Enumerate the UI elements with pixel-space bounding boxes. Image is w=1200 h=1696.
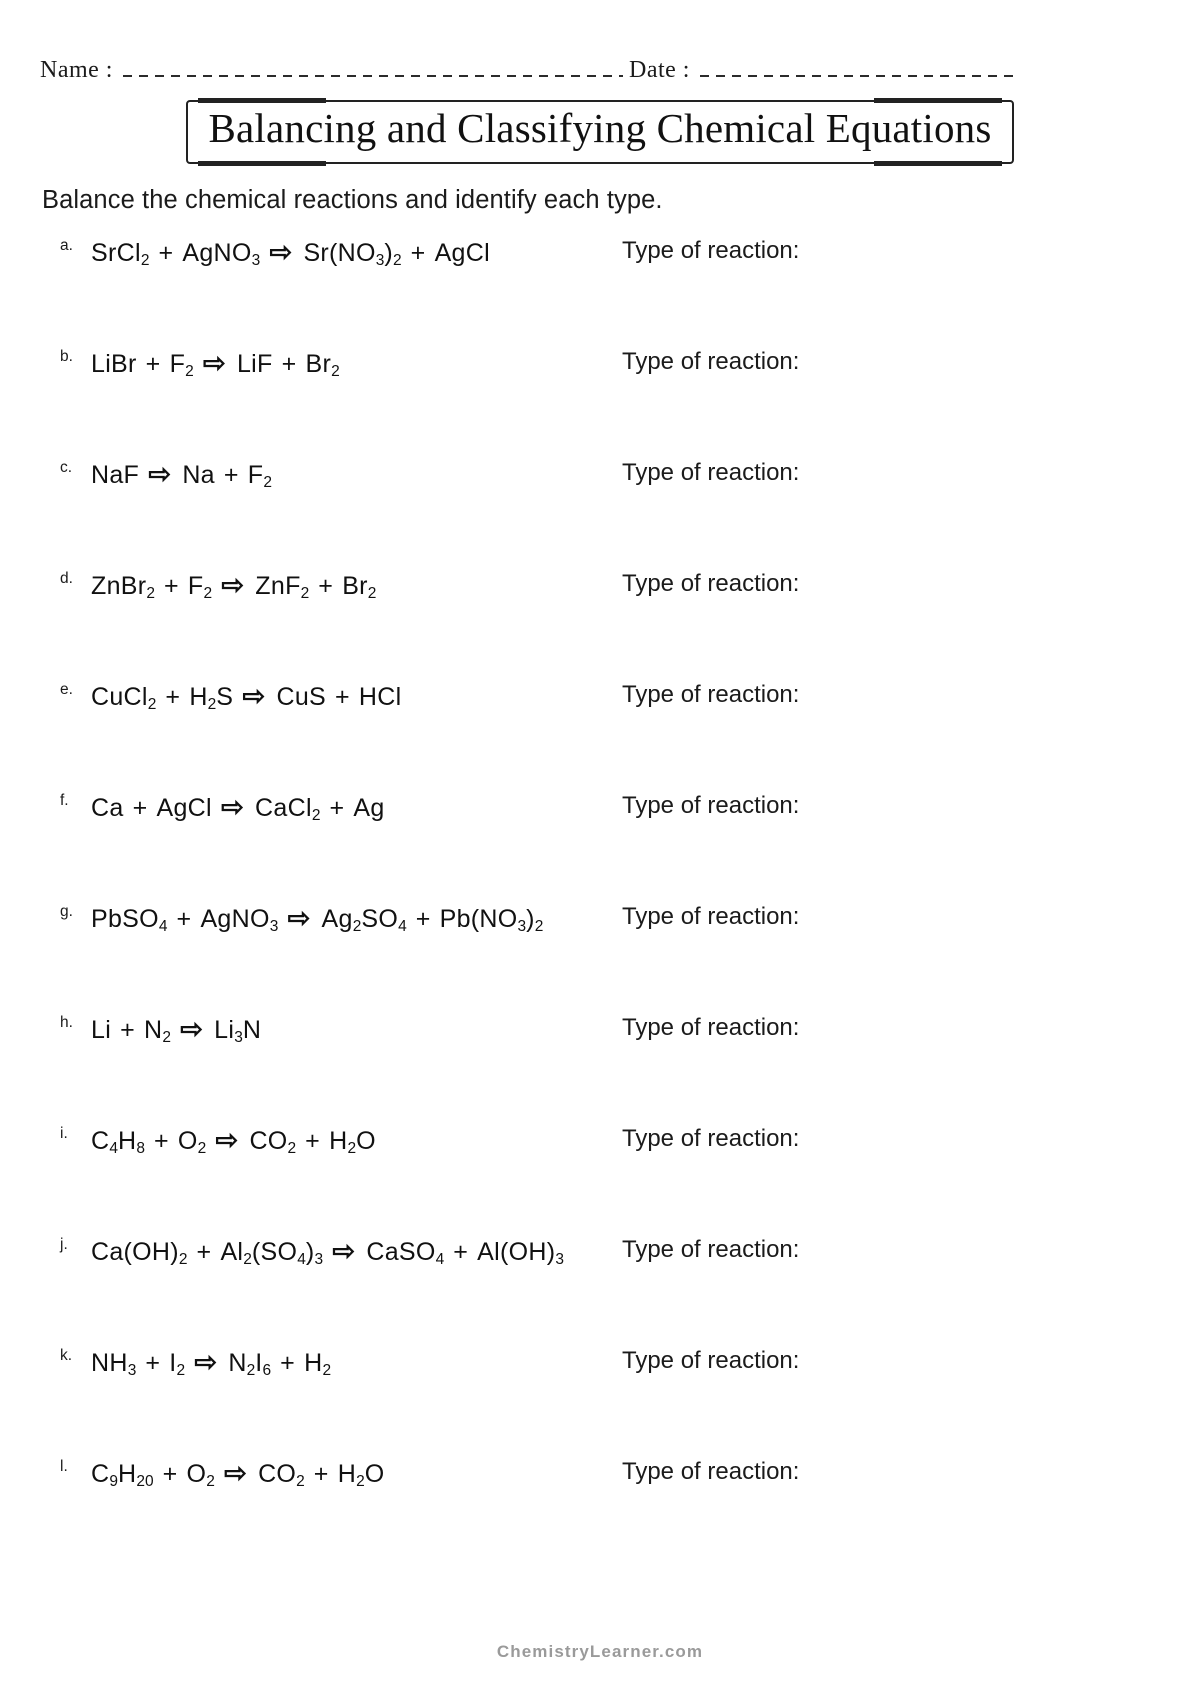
plate-bar-bottom-left <box>198 161 326 166</box>
type-of-reaction-label: Type of reaction: <box>622 1124 800 1152</box>
problem-row <box>40 903 1160 1014</box>
type-of-reaction-label: Type of reaction: <box>622 1457 800 1485</box>
problem-row <box>40 681 1160 792</box>
type-of-reaction-label: Type of reaction: <box>622 347 800 375</box>
plate-bar-top-left <box>198 98 326 103</box>
name-label: Name : <box>40 57 113 83</box>
chemical-equation[interactable]: $Li + N_2$ ⇨ $Li_3N$ <box>91 1013 262 1046</box>
type-of-reaction-label: Type of reaction: <box>622 1346 800 1374</box>
problem-row <box>40 570 1160 681</box>
name-write-line[interactable] <box>123 75 623 77</box>
problem-letter: h. <box>60 1013 73 1031</box>
problem-row <box>40 792 1160 903</box>
problem-row <box>40 1014 1160 1125</box>
type-of-reaction-label: Type of reaction: <box>622 236 800 264</box>
problem-row <box>40 459 1160 570</box>
site-footer: ChemistryLearner.com <box>496 1642 704 1661</box>
student-info-row <box>40 0 1160 86</box>
problem-list <box>40 237 1160 1569</box>
problem-row <box>40 1347 1160 1458</box>
chemical-equation[interactable]: ZnBr$_2$ + $F_2$ ⇨ $ZnF_2 + Br_2$ <box>91 569 377 602</box>
problem-letter: b. <box>60 347 73 365</box>
date-write-line[interactable] <box>700 75 1013 77</box>
problem-letter: e. <box>60 680 73 698</box>
chemical-equation[interactable]: LiBr + $F_2$ ⇨ LiF + $Br_2$ <box>91 347 340 380</box>
title-plate <box>186 100 1013 164</box>
type-of-reaction-label: Type of reaction: <box>622 791 800 819</box>
chemical-equation[interactable]: $C_9H_{20} + O_2$ ⇨ $CO_2 + H_2O$ <box>91 1457 385 1490</box>
date-label: Date : <box>628 57 690 83</box>
chemical-equation[interactable]: SrCl$_2$ + AgNO$_3$ ⇨ $Sr(NO_3)_2$ + AgCl <box>91 236 490 269</box>
type-of-reaction-label: Type of reaction: <box>622 1013 800 1041</box>
problem-letter: l. <box>60 1457 68 1475</box>
problem-letter: g. <box>60 902 73 920</box>
page-title: Balancing and Classifying Chemical Equations <box>208 105 992 151</box>
problem-letter: i. <box>60 1124 68 1142</box>
problem-letter: a. <box>60 236 73 254</box>
problem-row <box>40 1236 1160 1347</box>
type-of-reaction-label: Type of reaction: <box>622 458 800 486</box>
chemical-equation[interactable]: PbSO$_4$ + AgNO$_3$ ⇨ $Ag_2SO_4 + Pb(NO_3)_2$ <box>91 902 544 935</box>
plate-bar-bottom-right <box>874 161 1002 166</box>
problem-row <box>40 1458 1160 1569</box>
chemical-equation[interactable]: NaF ⇨ $Na + F_2$ <box>91 458 272 491</box>
plate-bar-top-right <box>874 98 1002 103</box>
title-container <box>40 100 1160 164</box>
problem-row <box>40 1125 1160 1236</box>
type-of-reaction-label: Type of reaction: <box>622 680 800 708</box>
problem-letter: f. <box>60 791 69 809</box>
problem-letter: j. <box>60 1235 68 1253</box>
type-of-reaction-label: Type of reaction: <box>622 902 800 930</box>
problem-letter: c. <box>60 458 73 476</box>
chemical-equation[interactable]: $C_4H_8 + O_2$ ⇨ $CO_2 + H_2O$ <box>91 1124 376 1157</box>
chemical-equation[interactable]: $NH_3 + I_2$ ⇨ $N_2I_6 + H_2$ <box>91 1346 332 1379</box>
problem-letter: d. <box>60 569 73 587</box>
type-of-reaction-label: Type of reaction: <box>622 569 800 597</box>
type-of-reaction-label: Type of reaction: <box>622 1235 800 1263</box>
chemical-equation[interactable]: CuCl$_2$ + $H_2S$ ⇨ CuS + HCl <box>91 680 402 713</box>
problem-letter: k. <box>60 1346 73 1364</box>
problem-row <box>40 348 1160 459</box>
chemical-equation[interactable]: Ca + AgCl ⇨ CaCl$_2$ + Ag <box>91 791 385 824</box>
problem-row <box>40 237 1160 348</box>
instruction-text: Balance the chemical reactions and identify each type. <box>42 185 663 214</box>
chemical-equation[interactable]: $Ca(OH)_2 + Al_2(SO_4)_3$ ⇨ CaSO$_4$ + $Al(OH)_3$ <box>91 1235 564 1268</box>
